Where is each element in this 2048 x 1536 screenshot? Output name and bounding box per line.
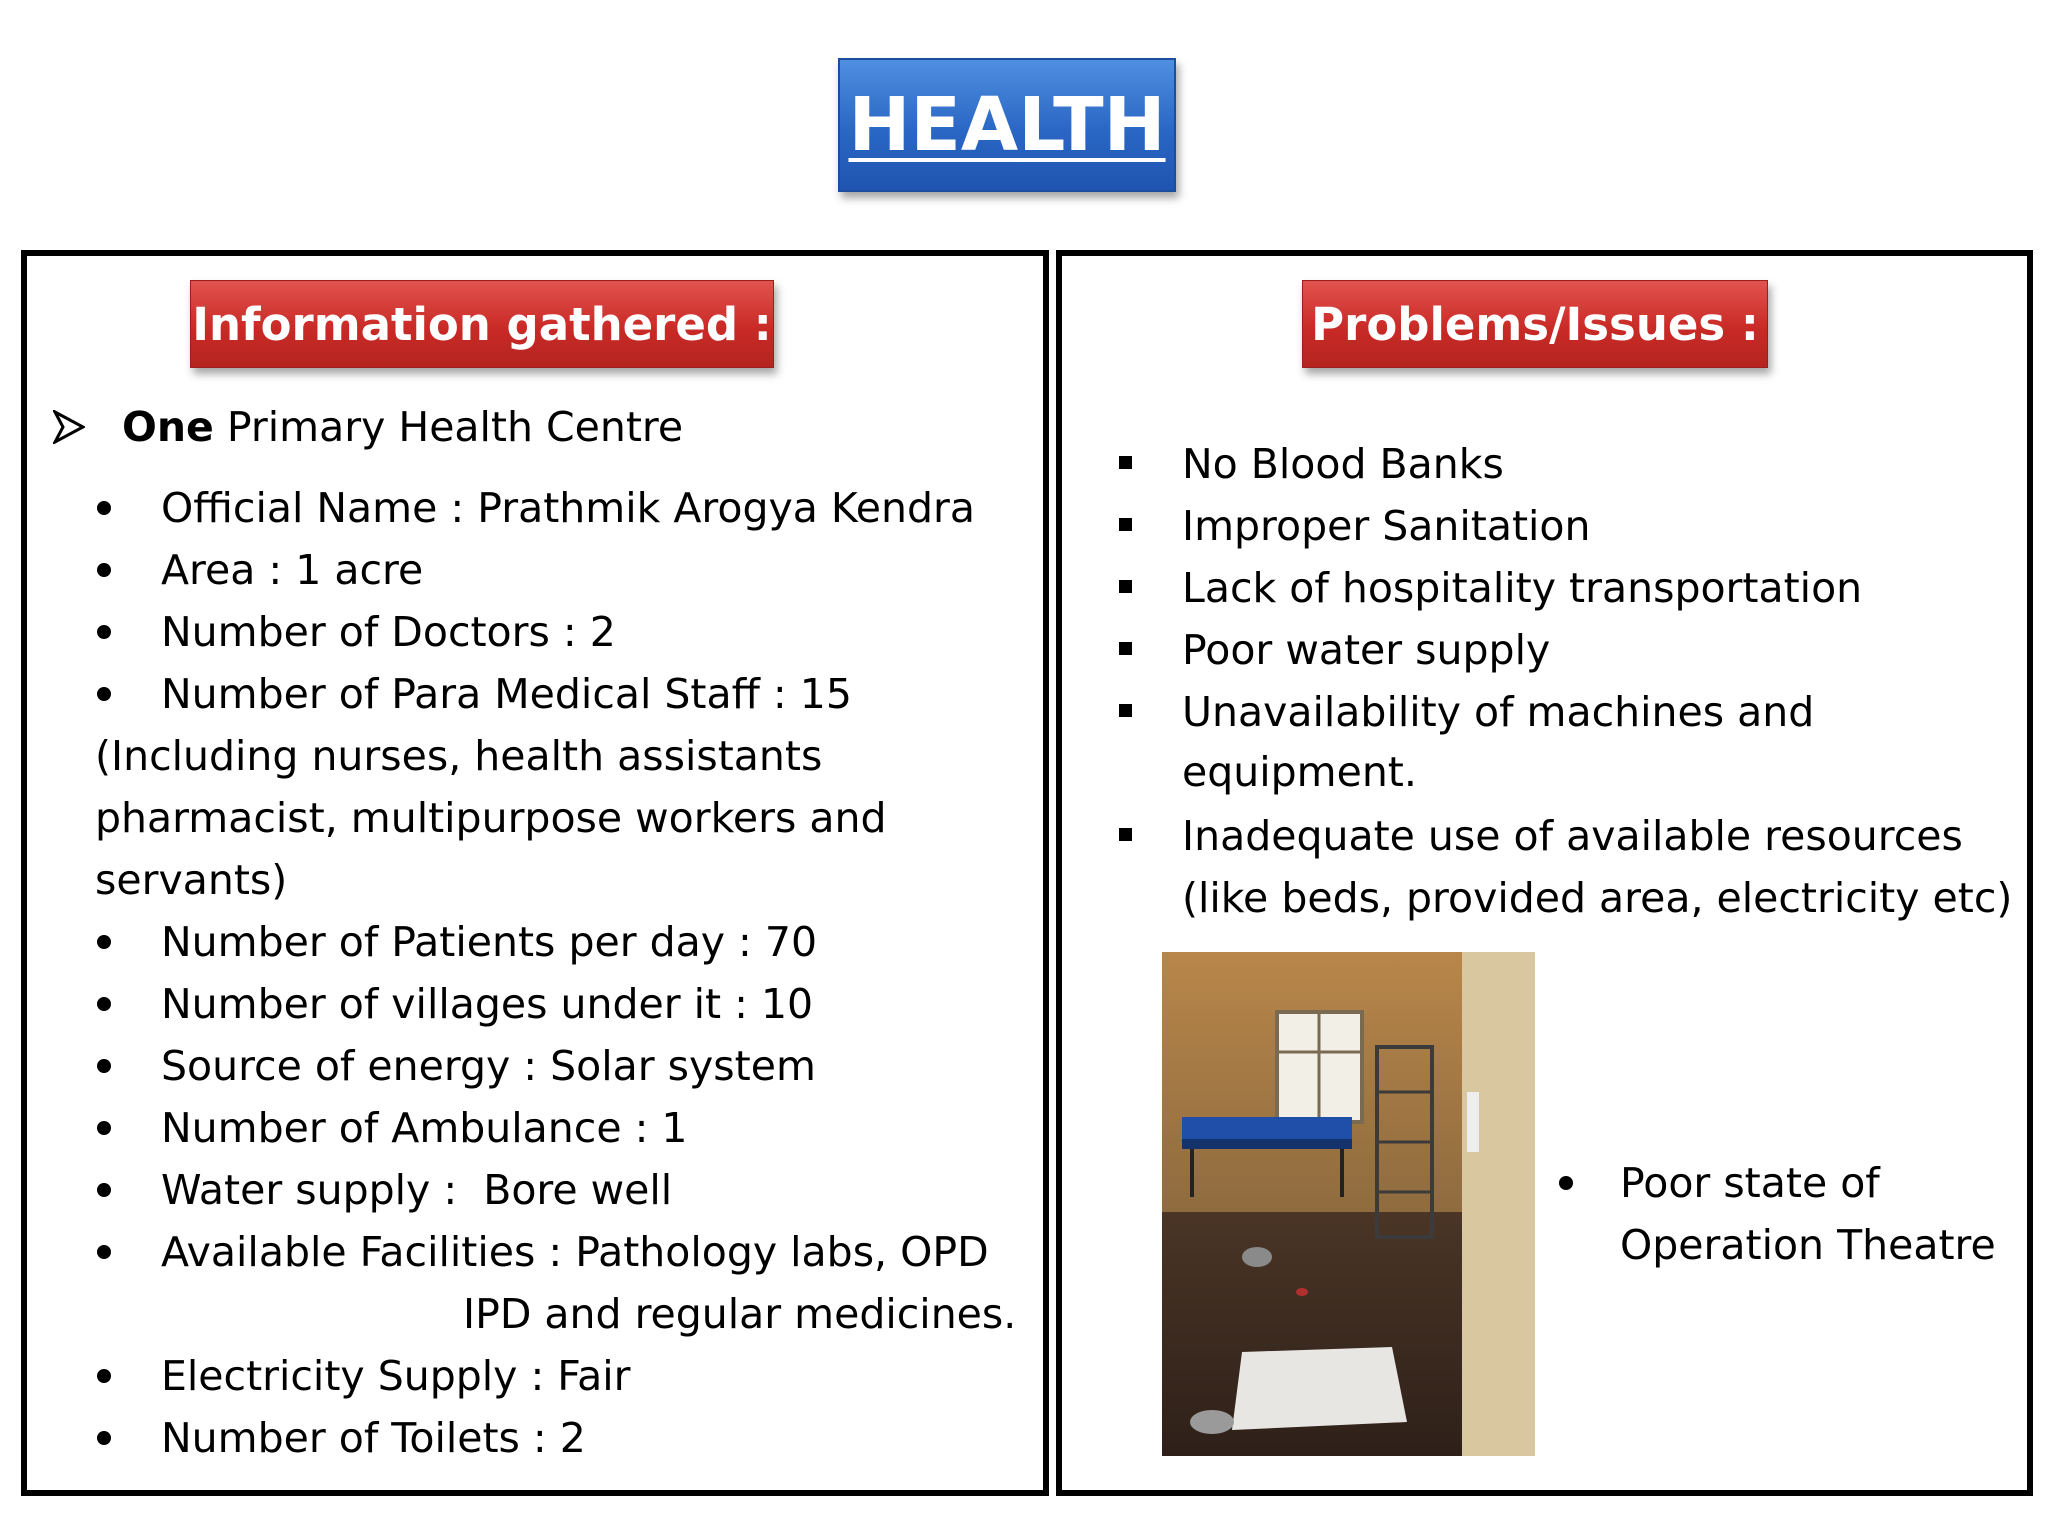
photo-caption-line: Poor state of bbox=[1620, 1159, 1880, 1207]
bullet-icon bbox=[97, 1431, 111, 1445]
info-item-ambulance: Number of Ambulance : 1 bbox=[161, 1104, 688, 1152]
bullet-icon bbox=[97, 1369, 111, 1383]
bullet-icon bbox=[97, 1121, 111, 1135]
info-item-para-medical-staff: Number of Para Medical Staff : 15 bbox=[161, 670, 852, 718]
bullet-icon bbox=[97, 625, 111, 639]
info-item-toilets: Number of Toilets : 2 bbox=[161, 1414, 586, 1462]
arrow-bullet-icon bbox=[53, 410, 85, 444]
info-item-electricity: Electricity Supply : Fair bbox=[161, 1352, 631, 1400]
issue-item: No Blood Banks bbox=[1182, 440, 1504, 488]
bullet-icon bbox=[97, 1059, 111, 1073]
photo-caption-line: Operation Theatre bbox=[1620, 1221, 1996, 1269]
info-item-energy: Source of energy : Solar system bbox=[161, 1042, 816, 1090]
staff-note-line: servants) bbox=[95, 856, 288, 904]
bullet-icon bbox=[97, 1245, 111, 1259]
intro-rest: Primary Health Centre bbox=[213, 403, 684, 451]
page-title: HEALTH bbox=[848, 82, 1166, 168]
bullet-icon bbox=[97, 501, 111, 515]
issue-item-cont: equipment. bbox=[1182, 748, 1417, 796]
operation-theatre-image bbox=[1162, 952, 1535, 1456]
staff-note-line: (Including nurses, health assistants bbox=[95, 732, 823, 780]
bullet-icon bbox=[97, 935, 111, 949]
bullet-icon bbox=[97, 563, 111, 577]
intro-line bbox=[122, 403, 683, 451]
issue-item: Unavailability of machines and bbox=[1182, 688, 1815, 736]
intro-bold: One bbox=[122, 403, 214, 451]
square-bullet-icon bbox=[1119, 580, 1132, 593]
bullet-icon bbox=[97, 1183, 111, 1197]
info-item-facilities-cont: IPD and regular medicines. bbox=[463, 1290, 1017, 1338]
square-bullet-icon bbox=[1119, 642, 1132, 655]
info-item-doctors: Number of Doctors : 2 bbox=[161, 608, 616, 656]
information-heading: Information gathered : bbox=[190, 280, 774, 368]
bullet-icon bbox=[97, 997, 111, 1011]
issue-item: Inadequate use of available resources bbox=[1182, 812, 1963, 860]
page-title-badge bbox=[838, 58, 1176, 192]
staff-note-line: pharmacist, multipurpose workers and bbox=[95, 794, 887, 842]
info-item-official-name: Official Name : Prathmik Arogya Kendra bbox=[161, 484, 975, 532]
operation-theatre-photo bbox=[1162, 952, 1535, 1456]
info-item-villages: Number of villages under it : 10 bbox=[161, 980, 814, 1028]
bullet-icon bbox=[1559, 1176, 1573, 1190]
issue-item-cont: (like beds, provided area, electricity etc) bbox=[1182, 874, 2013, 922]
square-bullet-icon bbox=[1119, 828, 1132, 841]
bullet-icon bbox=[97, 687, 111, 701]
issue-item: Lack of hospitality transportation bbox=[1182, 564, 1863, 612]
square-bullet-icon bbox=[1119, 518, 1132, 531]
information-panel bbox=[21, 250, 1049, 1496]
issue-item: Poor water supply bbox=[1182, 626, 1551, 674]
problems-heading: Problems/Issues : bbox=[1302, 280, 1768, 368]
info-item-facilities: Available Facilities : Pathology labs, OPD bbox=[161, 1228, 989, 1276]
problems-panel bbox=[1056, 250, 2033, 1496]
square-bullet-icon bbox=[1119, 704, 1132, 717]
info-item-water: Water supply : Bore well bbox=[161, 1166, 673, 1214]
issue-item: Improper Sanitation bbox=[1182, 502, 1591, 550]
info-item-patients: Number of Patients per day : 70 bbox=[161, 918, 818, 966]
square-bullet-icon bbox=[1119, 456, 1132, 469]
info-item-area: Area : 1 acre bbox=[161, 546, 424, 594]
